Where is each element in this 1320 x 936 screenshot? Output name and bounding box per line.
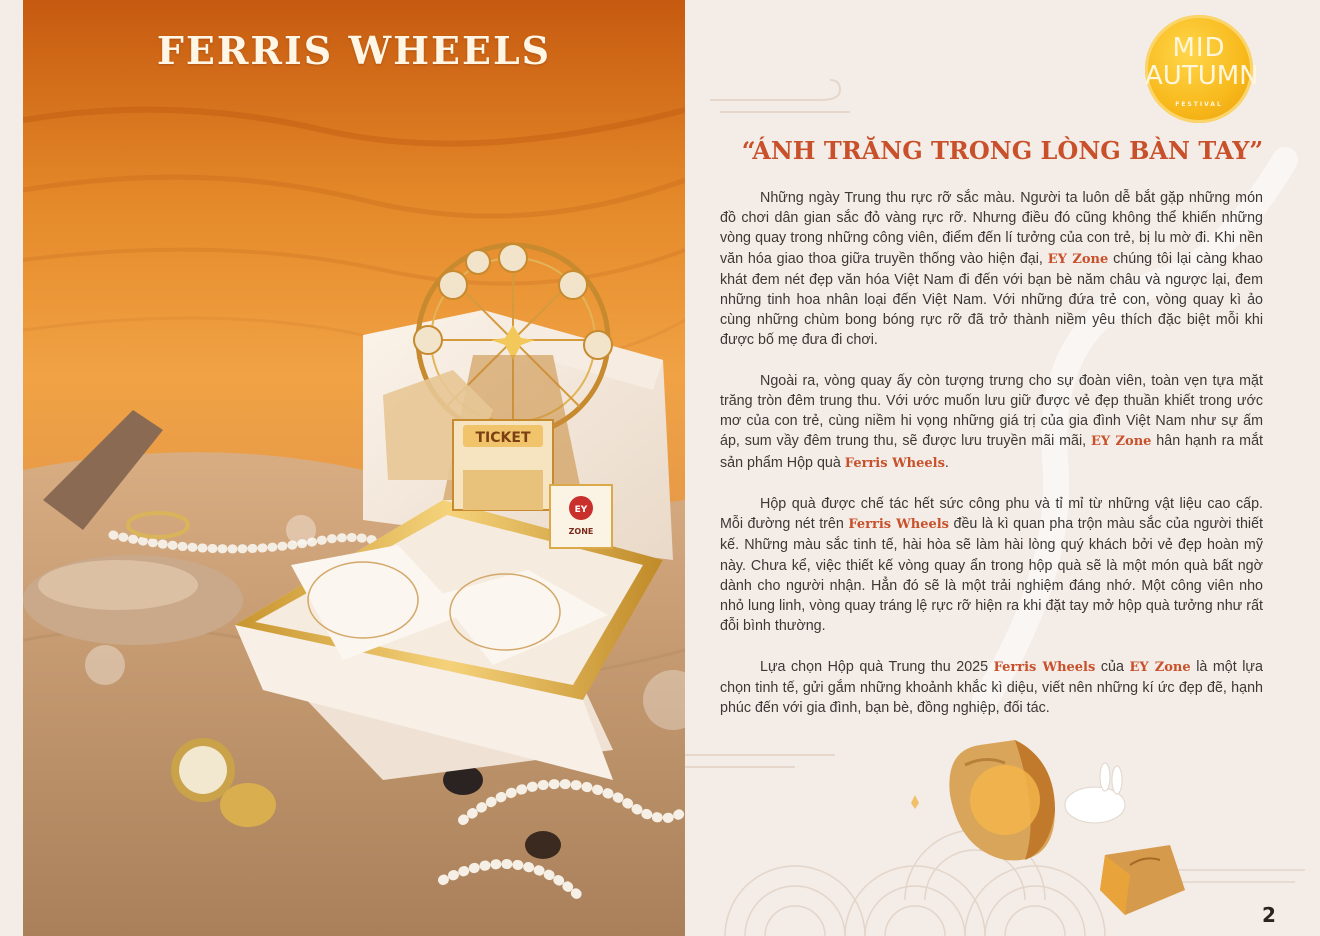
paragraph-2-end: . <box>944 454 949 471</box>
ey-logo-text: EY <box>574 505 588 515</box>
paragraph-2-text: Ngoài ra, vòng quay ấy còn tượng trưng cho sự đoàn viên, toàn vẹn tựa mặt trăng tròn đêm trung thu. Với ước muốn lưu giữ được vẻ đẹp thuần khiết trong ước mơ của con trẻ, cùng niềm hi vọng những giá trị của gia đình Việt Nam như sự ấm áp, sum vầy đêm trung thu, sẽ được lưu truyền mãi mãi, <box>720 372 1263 450</box>
badge-text-autumn: AUTUMN <box>1145 61 1259 91</box>
paragraph-3-text-cont: đều là kì quan pha trộn màu sắc của người thiết kế. Những màu sắc tinh tế, hài hòa sẽ làm hài lòng quý khách bởi vẻ đẹp hoàn mỹ này. Chưa kể, việc thiết kế vòng quay ẩn trong hộp quà sẽ là một món quà bất ngờ dành cho người nhận. Hẳn đó sẽ là một trải nghiệm đáng nhớ. Một công viên nho nhỏ lung linh, vòng quay tráng lệ rực rỡ hiện ra khi đặt tay mở hộp quà tưởng như rất đỗi bình thường. <box>720 516 1264 635</box>
mid-autumn-badge <box>1145 15 1259 123</box>
photo-illustration <box>23 0 685 936</box>
paragraph-4 <box>720 657 1263 719</box>
paragraph-2 <box>720 371 1263 474</box>
article-body <box>720 188 1263 738</box>
page-number: 2 <box>1262 903 1276 927</box>
paragraph-4-text-cont: của <box>1100 658 1124 675</box>
product-highlight: Ferris Wheels <box>993 659 1096 675</box>
brand-highlight: EY Zone <box>1129 659 1191 675</box>
rabbit-icon <box>1065 763 1125 823</box>
photo-title: FERRIS WHEELS <box>156 28 552 73</box>
brand-highlight: EY Zone <box>1047 251 1109 267</box>
zone-logo-text: ZONE <box>568 527 594 536</box>
mooncake-icon <box>949 740 1055 860</box>
badge-text-festival: FESTIVAL <box>1175 101 1223 108</box>
paragraph-4-text: Lựa chọn Hộp quà Trung thu 2025 <box>760 658 989 675</box>
paragraph-4-text-end: là một lựa chọn tinh tế, gửi gắm những khoảnh khắc kì diệu, viết nên những kí ức đẹp đẽ, hạnh phúc đến với gia đình, bạn bè, đồng nghiệp, đối tác. <box>720 658 1263 717</box>
product-photo <box>23 0 685 936</box>
brand-highlight: EY Zone <box>1090 434 1152 450</box>
product-highlight: Ferris Wheels <box>844 455 945 471</box>
sparkle-icon <box>911 795 919 809</box>
product-highlight: Ferris Wheels <box>848 517 949 533</box>
cloud-decoration <box>700 70 900 130</box>
paragraph-3-text: Hộp quà được chế tác hết sức công phu và tỉ mỉ từ những vật liệu cao cấp. Mỗi đường nét trên <box>720 496 1263 533</box>
mooncake-illustration <box>905 725 1205 925</box>
ticket-sign: TICKET <box>475 430 531 446</box>
article-panel <box>685 0 1320 936</box>
article-title: “ÁNH TRĂNG TRONG LÒNG BÀN TAY” <box>741 136 1264 165</box>
badge-text-mid: MID <box>1172 33 1226 63</box>
paragraph-1 <box>720 188 1263 351</box>
paragraph-1-text-cont: chúng tôi lại càng khao khát đem nét đẹp văn hóa Việt Nam đi đến với bạn bè năm châu và ngược lại, đem những tinh hoa nhân loại đến Việt Nam. Với những đứa trẻ con, vòng quay kì ảo cùng những chùm bong bóng rực rỡ đã trở thành niềm yêu thích đặc biệt mỗi khi được bố mẹ đưa đi chơi. <box>720 250 1263 349</box>
paragraph-2-text-cont: hân hạnh ra mắt sản phẩm Hộp quà <box>720 433 1263 471</box>
paragraph-3 <box>720 494 1263 636</box>
cloud-decoration-left <box>685 745 845 775</box>
mooncake-slice-icon <box>1100 845 1185 915</box>
paragraph-1-text: Những ngày Trung thu rực rỡ sắc màu. Người ta luôn dễ bắt gặp những món đồ chơi dân gian sắc đỏ vàng rực rỡ. Nhưng điều đó cũng không thể khiến những vòng quay trong những công viên, điểm đến lí tưởng của con trẻ, bị lu mờ đi. Khi nền văn hóa giao thoa giữa truyền thống vào hiện đại, <box>720 190 1263 267</box>
